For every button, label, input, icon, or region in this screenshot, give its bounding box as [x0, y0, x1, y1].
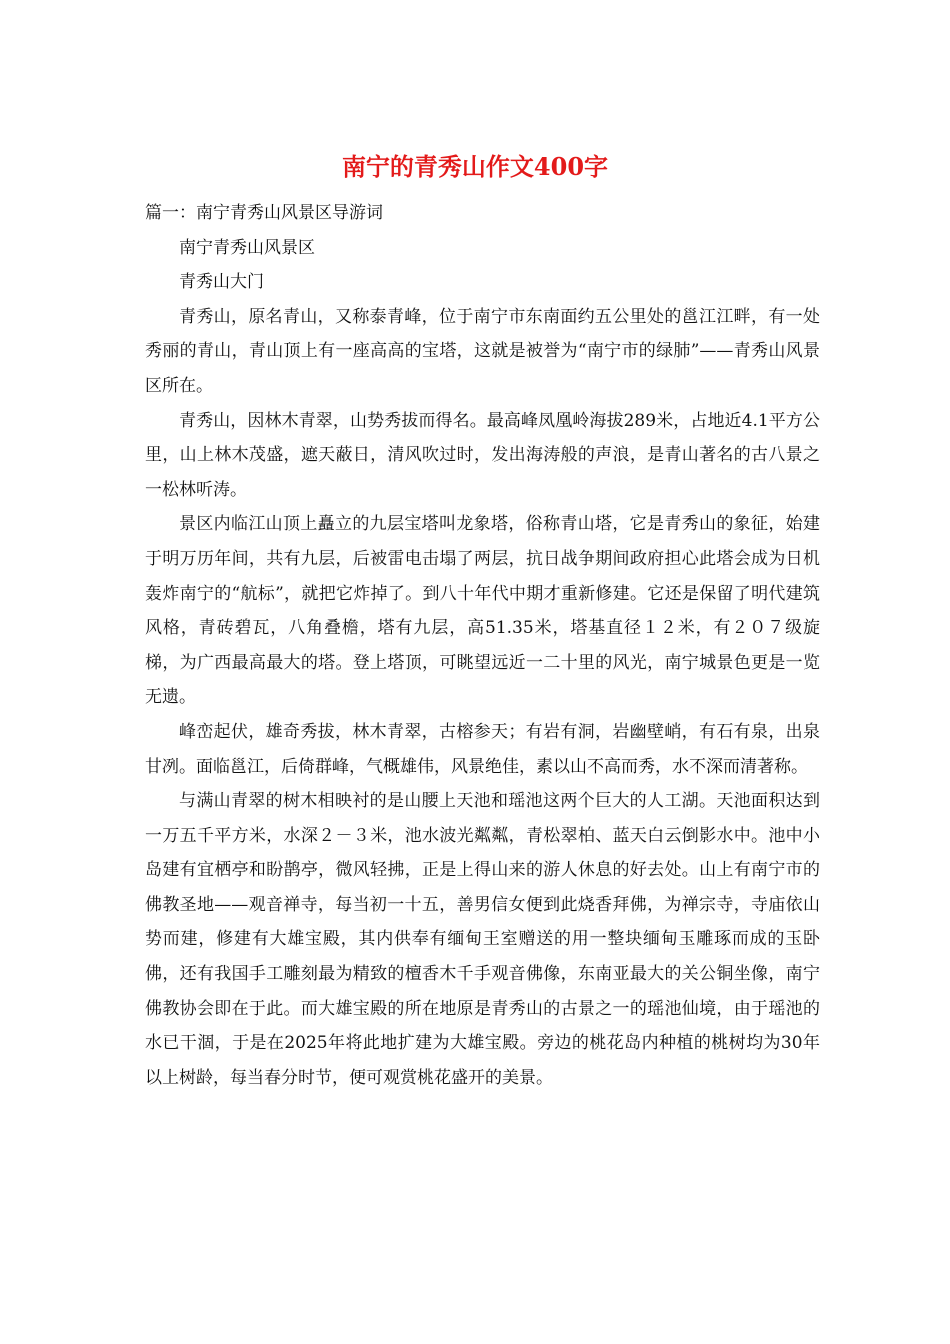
paragraph: 景区内临江山顶上矗立的九层宝塔叫龙象塔，俗称青山塔，它是青秀山的象征，始建于明万历年间，共有九层，后被雷电击塌了两层，抗日战争期间政府担心此塔会成为日机轰炸南宁的“航标”，就把它炸掉了。到八十年代中期才重新修建。它还是保留了明代建筑风格，青砖碧瓦，八角叠檐，塔有九层，高51.35米，塔基直径１２米，有２０７级旋梯，为广西最高最大的塔。登上塔顶，可眺望远近一二十里的风光，南宁城景色更是一览无遗。 [145, 514, 820, 708]
paragraph: 青秀山大门 [179, 272, 264, 293]
paragraph: 青秀山，原名青山，又称泰青峰，位于南宁市东南面约五公里处的邕江江畔，有一处秀丽的青山，青山顶上有一座高高的宝塔，这就是被誉为“南宁市的绿肺”——青秀山风景区所在。 [145, 306, 820, 396]
section-heading: 篇一：南宁青秀山风景区导游词 [145, 203, 383, 223]
paragraph: 与满山青翠的树木相映衬的是山腰上天池和瑶池这两个巨大的人工湖。天池面积达到一万五千平方米，水深２－３米，池水波光粼粼，青松翠柏、蓝天白云倒影水中。池中小岛建有宜栖亭和盼鹊亭，微风轻拂，正是上得山来的游人休息的好去处。山上有南宁市的佛教圣地——观音禅寺，每当初一十五，善男信女便到此烧香拜佛，为禅宗寺，寺庙依山势而建，修建有大雄宝殿，其内供奉有缅甸王室赠送的用一整块缅甸玉雕琢而成的玉卧佛，还有我国手工雕刻最为精致的檀香木千手观音佛像，东南亚最大的关公铜坐像，南宁佛教协会即在于此。而大雄宝殿的所在地原是青秀山的古景之一的瑶池仙境，由于瑶池的水已干涸，于是在2025年将此地扩建为大雄宝殿。旁边的桃花岛内种植的桃树均为30年以上树龄，每当春分时节，便可观赏桃花盛开的美景。 [145, 791, 820, 1088]
document-body [145, 196, 820, 1095]
paragraph: 青秀山，因林木青翠，山势秀拔而得名。最高峰凤凰岭海拔289米，占地近4.1平方公里，山上林木茂盛，遮天蔽日，清风吹过时，发出海涛般的声浪，是青山著名的古八景之一松林听涛。 [145, 410, 820, 500]
paragraph: 南宁青秀山风景区 [179, 237, 315, 258]
document-title: 南宁的青秀山作文400字 [341, 152, 609, 181]
paragraph: 峰峦起伏，雄奇秀拔，林木青翠，古榕参天；有岩有洞，岩幽壁峭，有石有泉，出泉甘冽。面临邕江，后倚群峰，气概雄伟，风景绝佳，素以山不高而秀，水不深而清著称。 [145, 721, 820, 777]
